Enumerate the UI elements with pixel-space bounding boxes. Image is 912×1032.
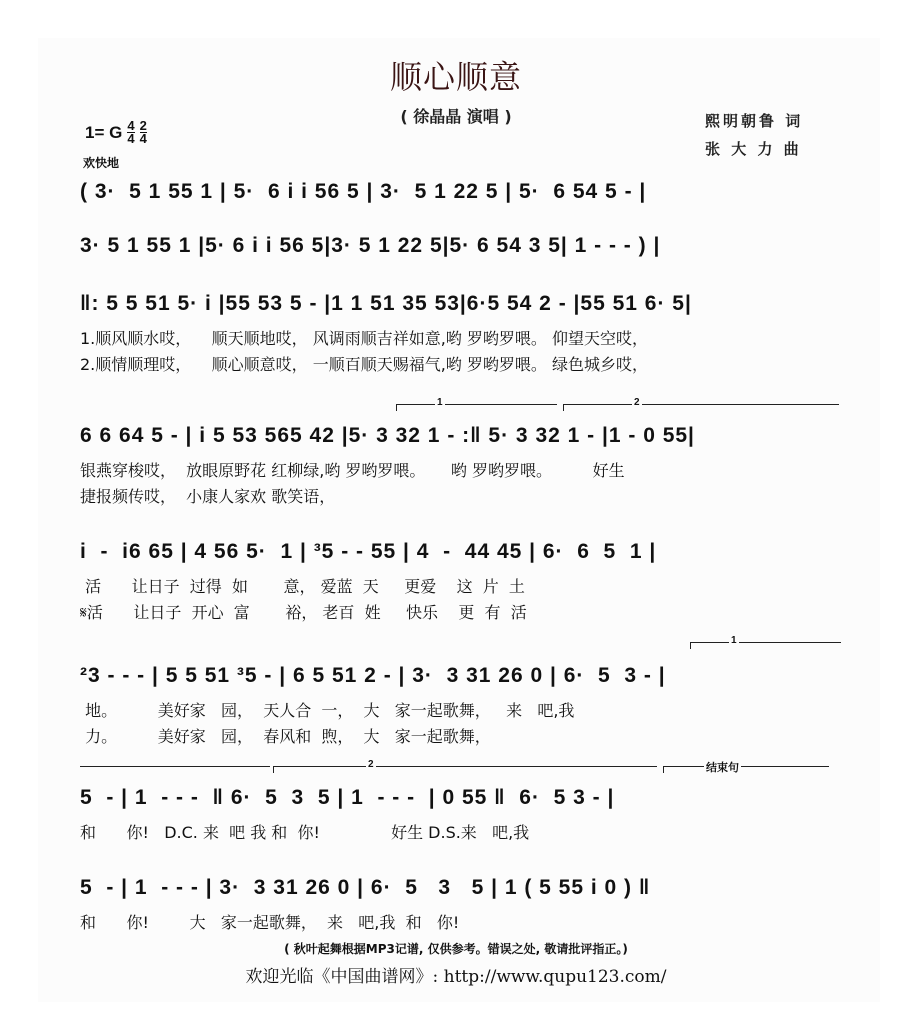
- song-title: 顺心顺意: [389, 58, 522, 96]
- lyrics-verse-2: 力。 美好家 园， 春风和 煦， 大 家一起歌舞，: [80, 727, 491, 746]
- lyrics-verse-2: 2.顺情顺理哎， 顺心顺意哎， 一顺百顺天赐福气,哟 罗哟罗喂。 绿色城乡哎，: [80, 355, 648, 374]
- tempo-marking: 欢快地: [83, 156, 120, 170]
- composer-credit: 张 大 力 曲: [705, 140, 802, 158]
- volta-first-ending: 1: [690, 642, 841, 649]
- singer-credit: ( 徐晶晶 演唱 ): [400, 107, 512, 126]
- volta-ending-phrase: 结束句: [663, 766, 829, 773]
- volta-second-ending: 2: [273, 766, 657, 773]
- notation: 3· 5 1 55 1 |5· 6 i i 56 5|3· 5 1 22 5|5· 6 54 3 5| 1 - - - ) |: [80, 234, 661, 257]
- lyrics-verse-1: 银燕穿梭哎， 放眼原野花 红柳绿,哟 罗哟罗喂。 哟 罗哟罗喂。 好生: [80, 461, 625, 480]
- lyrics-verse-1: 1.顺风顺水哎， 顺天顺地哎， 风调雨顺吉祥如意,哟 罗哟罗喂。 仰望天空哎，: [80, 329, 648, 348]
- lyrics: 和 你! D.C. 来 吧 我 和 你! 好生 D.S.来 吧,我: [80, 823, 530, 842]
- volta-first-ending-cont: [80, 766, 270, 773]
- notation: ( 3· 5 1 55 1 | 5· 6 i i 56 5 | 3· 5 1 22 5 | 5· 6 54 5 - |: [80, 180, 647, 203]
- volta-first-ending: 1: [396, 404, 557, 411]
- notation: ²3 - - - | 5 5 51 ³5 - | 6 5 51 2 - | 3· 3 31 26 0 | 6· 5 3 - |: [80, 664, 666, 687]
- lyrics-verse-1: 活 让日子 过得 如 意， 爱蓝 天 更爱 这 片 土: [80, 577, 525, 596]
- transcriber-note: ( 秋叶起舞根据MP3记谱, 仅供参考。错误之处, 敬请批评指正。): [284, 942, 628, 956]
- lyrics-verse-2: 捷报频传哎， 小康人家欢 歌笑语，: [80, 487, 336, 506]
- notation: 6 6 64 5 - | i 5 53 565 42 |5· 3 32 1 - :‖ 5· 3 32 1 - |1 - 0 55|: [80, 424, 695, 447]
- lyrics-verse-2: 𝄋活 让日子 开心 富 裕， 老百 姓 快乐 更 有 活: [80, 603, 527, 622]
- key-label: 1= G: [85, 122, 123, 142]
- lyrics: 和 你! 大 家一起歌舞， 来 吧,我 和 你!: [80, 913, 460, 932]
- notation: i - i6 65 | 4 56 5· 1 | ³5 - - 55 | 4 - 44 45 | 6· 6 5 1 |: [80, 540, 657, 563]
- notation: 5 - | 1 - - - | 3· 3 31 26 0 | 6· 5 3 5 | 1 ( 5 55 i 0 ) ‖: [80, 876, 651, 899]
- site-credit: 欢迎光临《中国曲谱网》: http://www.qupu123.com/: [245, 967, 667, 987]
- volta-second-ending: 2: [563, 404, 839, 411]
- time-signature-2: $\frac{2}{4}$: [139, 118, 147, 146]
- key-signature: [85, 120, 147, 145]
- notation: 5 - | 1 - - - ‖ 6· 5 3 5 | 1 - - - | 0 55 ‖ 6· 5 3 - |: [80, 786, 615, 809]
- lyrics-verse-1: 地。 美好家 园， 天人合 一， 大 家一起歌舞， 来 吧,我: [80, 701, 575, 720]
- lyricist-credit: 熙明朝鲁 词: [705, 112, 804, 130]
- time-signature-1: $\frac{4}{4}$: [127, 118, 135, 146]
- notation: ‖: 5 5 51 5· i |55 53 5 - |1 1 51 35 53|6·5 54 2 - |55 51 6· 5|: [80, 292, 692, 315]
